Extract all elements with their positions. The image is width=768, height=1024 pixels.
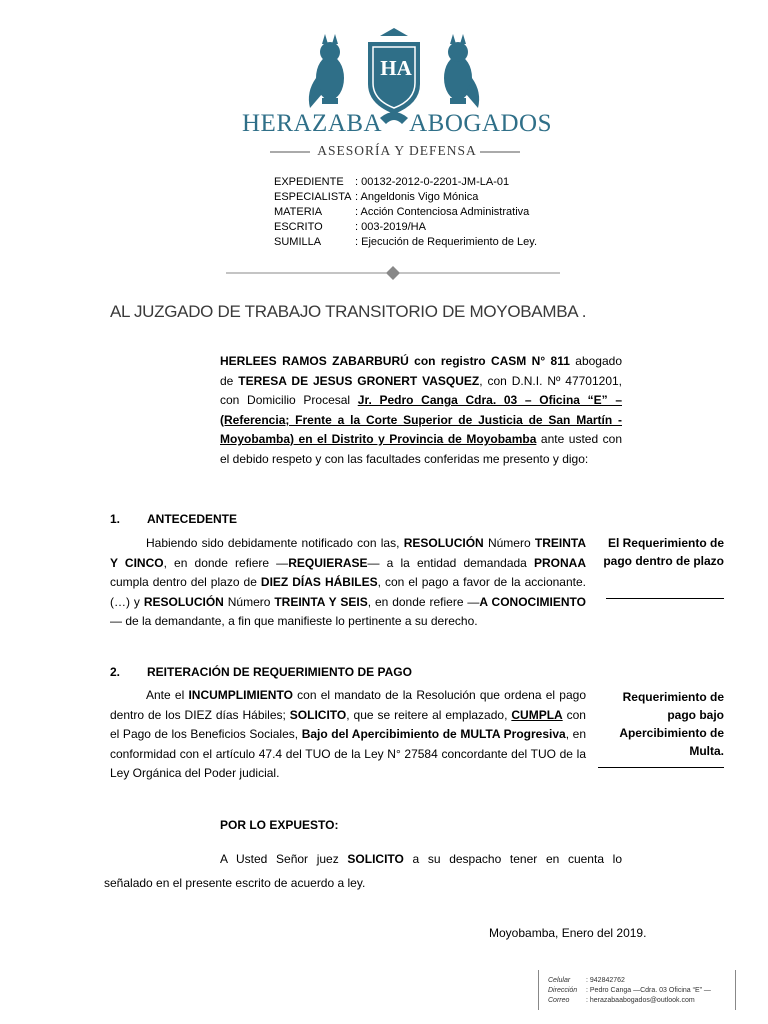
diamond-icon <box>386 266 400 280</box>
logo-monogram: HA <box>380 56 412 80</box>
intro-paragraph <box>220 352 622 469</box>
court-heading: AL JUZGADO DE TRABAJO TRANSITORIO DE MOYOBAMBA . <box>110 302 587 321</box>
date-place: Moyobamba, Enero del 2019. <box>489 926 647 940</box>
logo-name-left: HERAZABA <box>242 110 383 137</box>
meta-row <box>274 235 537 250</box>
section-1-body: Habiendo sido debidamente notificado con las, RESOLUCIÓN Número TREINTA Y CINCO, en donde refiere —REQUIERASE— a la entidad demandada PRONAA cumpla dentro del plazo de DIEZ DÍAS HÁBILES, con el pago a favor de la accionante. (…) y RESOLUCIÓN Número TREINTA Y SEIS, en donde refiere —A CONOCIMIENTO— de la demandante, a fin que manifieste lo pertinente a su derecho. <box>110 536 586 628</box>
meta-value: : 003-2019/HA <box>355 221 426 233</box>
logo-tagline: ASESORÍA Y DEFENSA <box>317 143 477 158</box>
section-title-text: REITERACIÓN DE REQUERIMIENTO DE PAGO <box>147 665 412 679</box>
meta-label: ESCRITO <box>274 221 323 233</box>
section-divider <box>226 266 560 280</box>
case-metadata <box>274 175 537 250</box>
section-title-text: ANTECEDENTE <box>147 512 238 526</box>
section-2-body: Ante el INCUMPLIMIENTO con el mandato de la Resolución que ordena el pago dentro de los DIEZ días Hábiles; SOLICITO, que se reitere al emplazado, CUMPLA con el Pago de los Beneficios Sociales, Bajo del Apercibimiento de MULTA Progresiva, en conformidad con el artículo 47.4 del TUO de la Ley N° 27584 concordante del TUO de la Ley Orgánica del Poder judicial. <box>110 688 586 780</box>
logo-name-right: ABOGADOS <box>409 110 552 137</box>
meta-label: MATERIA <box>274 206 323 218</box>
intro-text: ante usted con el debido respeto y con las facultades conferidas me presento y digo: <box>220 432 622 466</box>
meta-value: : Acción Contenciosa Administrativa <box>355 206 530 218</box>
closing-line-1: A Usted Señor juez SOLICITO a su despacho tener en cuenta lo <box>220 852 623 866</box>
sidenote-underline <box>606 598 724 599</box>
meta-label: SUMILLA <box>274 236 322 248</box>
section-2-title <box>110 665 412 679</box>
meta-label: EXPEDIENTE <box>274 176 344 188</box>
closing-line-2: señalado en el presente escrito de acuerdo a ley. <box>104 876 366 890</box>
footer-row: Dirección : Pedro Canga —Cdra. 03 Oficina “E” — <box>548 987 711 994</box>
meta-row <box>274 205 537 220</box>
lawyer-name: HERLEES RAMOS ZABARBURÚ con registro CASM N° 811 <box>220 354 570 368</box>
closing-title: POR LO EXPUESTO: <box>220 818 339 832</box>
intro-text: , con D.N.I. Nº 47701201, con Domicilio Procesal <box>220 373 623 407</box>
meta-value: : 00132-2012-0-2201-JM-LA-01 <box>355 176 510 188</box>
section-number: 1. <box>110 512 121 526</box>
section-2-sidenote: Requerimiento de pago bajo Apercibimiento de Multa. <box>619 690 724 758</box>
meta-row <box>274 190 537 205</box>
meta-value: : Ejecución de Requerimiento de Ley. <box>355 236 538 248</box>
client-name: TERESA DE JESUS GRONERT VASQUEZ <box>238 373 480 388</box>
contact-footer <box>548 976 711 1006</box>
meta-row <box>274 220 537 235</box>
section-number: 2. <box>110 665 121 679</box>
section-1-title <box>110 512 237 526</box>
procedural-address: Jr. Pedro Canga Cdra. 03 – Oficina “E” – (Referencia; Frente a la Corte Superior de Justicia de San Martín - Moyobamba) en el Distrito y Provincia de Moyobamba <box>220 393 622 446</box>
sidenote-underline <box>598 767 724 768</box>
section-1-sidenote: El Requerimiento de pago dentro de plazo <box>603 536 724 568</box>
footer-row: Celular : 942842762 <box>548 977 625 984</box>
meta-value: : Angeldonis Vigo Mónica <box>355 191 479 203</box>
intro-text: abogado de <box>220 354 622 388</box>
footer-row: Correo : herazabaabogados@outlook.com <box>548 997 695 1004</box>
meta-label: ESPECIALISTA <box>274 191 352 203</box>
meta-row <box>274 175 537 190</box>
